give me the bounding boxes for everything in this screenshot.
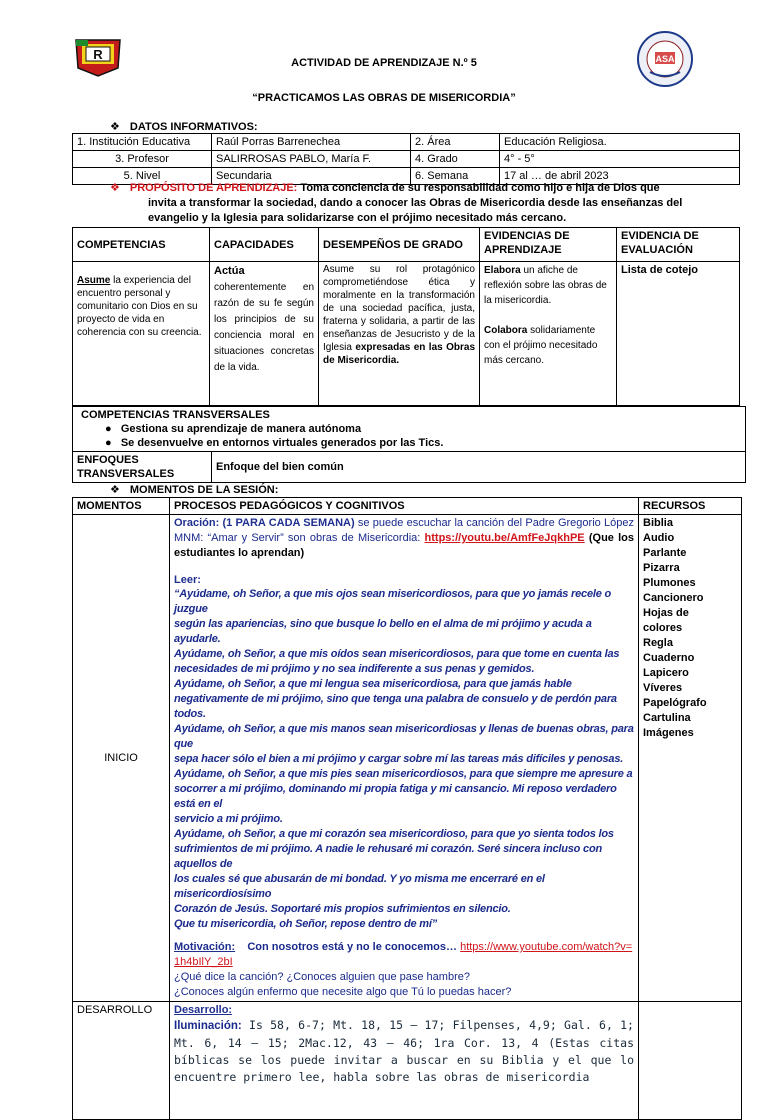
table-row (73, 134, 740, 151)
leer-label: Leer: (174, 574, 201, 586)
cell: 4. Grado (411, 151, 500, 168)
svg-text:R: R (93, 47, 103, 62)
desempeno-cell: Asume su rol protagónico comprometiéndose ética y moralmente en la transformación de una sociedad pacífica, justa, fraterna y solidaria, a partir de las enseñanzas de Jesucristo y de la Iglesia expresadas en las Obras de Misericordia. (319, 262, 480, 406)
motivacion-paragraph: Motivación: Con nosotros está y no le conocemos… https://www.youtube.com/watch?v=1h4bIlY_2bI (174, 941, 633, 968)
table-row (73, 262, 740, 406)
table-row (73, 228, 740, 262)
proposito-block: ❖ PROPÓSITO DE APRENDIZAJE: Toma conciencia de su responsabilidad como hijo e hija de Dios que invita a transformar la sociedad, dando a conocer las Obras de Misericordia desde las enseñanzas del evangelio y la Iglesia para solidarizarse con el prójimo necesitado más cercano. (110, 182, 683, 224)
table-row (73, 151, 740, 168)
header-cell: RECURSOS (639, 498, 742, 515)
cell: 6. Semana (411, 168, 500, 185)
diamond-icon: ❖ (110, 182, 120, 194)
header-cell: EVIDENCIA DE EVALUACIÓN (617, 228, 740, 262)
cell: 17 al … de abril 2023 (500, 168, 740, 185)
list-item: Audio (643, 532, 675, 544)
list-item: Cancionero (643, 592, 704, 604)
inicio-label: INICIO (73, 515, 170, 1002)
table-row (73, 1002, 742, 1120)
bullet-icon: ● (105, 423, 112, 435)
list-item: Parlante (643, 547, 687, 559)
table-row (73, 515, 742, 1002)
momentos-heading: ❖ MOMENTOS DE LA SESIÓN: (110, 484, 279, 496)
header-cell: PROCESOS PEDAGÓGICOS Y COGNITIVOS (170, 498, 639, 515)
list-item: Hojas de colores (643, 607, 689, 634)
inicio-content (170, 515, 639, 1002)
transversales-table (72, 406, 746, 483)
page-title: ACTIVIDAD DE APRENDIZAJE N.º 5 (291, 57, 477, 69)
cell: Educación Religiosa. (500, 134, 740, 151)
enfoque-value: Enfoque del bien común (212, 452, 746, 483)
page-subtitle: “PRACTICAMOS LAS OBRAS DE MISERICORDIA” (252, 92, 516, 104)
list-item: Biblia (643, 517, 673, 529)
list-item: Pizarra (643, 562, 680, 574)
datos-heading: ❖ DATOS INFORMATIVOS: (110, 121, 258, 133)
cell: Secundaria (212, 168, 411, 185)
competencias-table (72, 227, 740, 406)
question-1: ¿Qué dice la canción? ¿Conoces alguien que pase hambre? (174, 971, 470, 983)
table-row (73, 498, 742, 515)
header-cell: DESEMPEÑOS DE GRADO (319, 228, 480, 262)
list-item: Papelógrafo (643, 697, 707, 709)
list-item: Regla (643, 637, 673, 649)
question-2: ¿Conoces algún enfermo que necesite algo que Tú lo puedas hacer? (174, 986, 512, 998)
cell: SALIRROSAS PABLO, María F. (212, 151, 411, 168)
oracion-link[interactable]: https://youtu.be/AmfFeJqkhPE (424, 532, 585, 544)
transversales-heading: COMPETENCIAS TRANSVERSALES (81, 409, 270, 421)
oracion-paragraph: Oración: (1 PARA CADA SEMANA) se puede escuchar la canción del Padre Gregorio López MNM: “Amar y Servir” son obras de Misericordia: https://youtu.be/AmfFeJqkhPE (Que los estudiantes lo aprendan) (174, 517, 634, 559)
header-cell: COMPETENCIAS (73, 228, 210, 262)
svg-text:ASA: ASA (655, 54, 675, 64)
competencia-cell: Asume la experiencia del encuentro personal y comunitario con Dios en su proyecto de vida en coherencia con su creencia. (73, 262, 210, 406)
cell: 1. Institución Educativa (73, 134, 212, 151)
cell: 3. Profesor (73, 151, 212, 168)
enfoques-label: ENFOQUES TRANSVERSALES (73, 452, 212, 483)
table-row (73, 407, 746, 452)
transversales-cell (73, 407, 746, 452)
recursos-cell (639, 515, 742, 1002)
header-cell: CAPACIDADES (210, 228, 319, 262)
bullet-icon: ● (105, 437, 112, 449)
list-item: ● Se desenvuelve en entornos virtuales generados por las Tics. (105, 437, 444, 449)
momentos-table (72, 497, 742, 1120)
table-row (73, 452, 746, 483)
list-item: Lapicero (643, 667, 689, 679)
header-cell: MOMENTOS (73, 498, 170, 515)
prayer-text: “Ayúdame, oh Señor, a que mis ojos sean misericordiosos, para que yo jamás recele o juzgue según las apariencias, sino que busque lo bello en el alma de mi prójimo y acuda a ayudarle. Ayúdame, oh Señor, a que mis oídos sean misericordiosos, para que tome en cuenta las necesidades de mi prójimo y no sea indiferente a sus penas y gemidos. Ayúdame, oh Señor, a que mi lengua sea misericordiosa, para que jamás hable negativamente de mi prójimo, sino que tenga una palabra de consuelo y de perdón para todos. Ayúdame, oh Señor, a que mis manos sean misericordiosas y llenas de buenas obras, para que sepa hacer sólo el bien a mi prójimo y cargar sobre mí las tareas más difíciles y penosas. Ayúdame, oh Señor, a que mis pies sean misericordiosos, para que siempre me apresure a socorrer a mi prójimo, dominando mi propia fatiga y mi cansancio. Mi reposo verdadero está en el servicio a mi prójimo. Ayúdame, oh Señor, a que mi corazón sea misericordioso, para que yo sienta todos los sufrimientos de mi prójimo. A nadie le rehusaré mi corazón. Seré sincera incluso con aquellos de los cuales sé que abusarán de mi bondad. Y yo misma me encerraré en el misericordiosísimo Corazón de Jesús. Soportaré mis propios sufrimientos en silencio. Que tu misericordia, oh Señor, repose dentro de mí” (174, 588, 634, 930)
list-item: ● Gestiona su aprendizaje de manera autónoma (105, 423, 362, 435)
cell: 2. Área (411, 134, 500, 151)
list-item: Imágenes (643, 727, 694, 739)
cell: 5. Nivel (73, 168, 212, 185)
cell: 4° - 5° (500, 151, 740, 168)
list-item: Plumones (643, 577, 696, 589)
motivacion-link[interactable]: https://www.youtube.com/watch?v=1h4bIlY_2bI (174, 941, 633, 968)
desarrollo-label: DESARROLLO (73, 1002, 170, 1120)
header-cell: EVIDENCIAS DE APRENDIZAJE (480, 228, 617, 262)
list-item: Víveres (643, 682, 683, 694)
capacidad-cell: Actúa coherentemente en razón de su fe según los principios de su conciencia moral en situaciones concretas de la vida. (210, 262, 319, 406)
evidencia-cell: Elabora un afiche de reflexión sobre las obras de la misericordia. Colabora solidariamente con el prójimo necesitado más cercano. (480, 262, 617, 406)
diamond-icon: ❖ (110, 121, 120, 133)
datos-table (72, 133, 740, 185)
cell: Raúl Porras Barrenechea (212, 134, 411, 151)
evaluacion-cell: Lista de cotejo (617, 262, 740, 406)
diamond-icon: ❖ (110, 484, 120, 496)
list-item: Cartulina (643, 712, 691, 724)
list-item: Cuaderno (643, 652, 695, 664)
desarrollo-content: Desarrollo: Iluminación: Is 58, 6-7; Mt. 18, 15 – 17; Filpenses, 4,9; Gal. 6, 1; Mt. 6, 14 – 15; 2Mac.12, 43 – 46; 1ra Cor. 13, 4 (Estas citas bíblicas se los puede invitar a buscar en su Biblia y el que lo encuentre primero lee, habla sobre las obras de misericordia (170, 1002, 639, 1120)
desarrollo-recursos (639, 1002, 742, 1120)
